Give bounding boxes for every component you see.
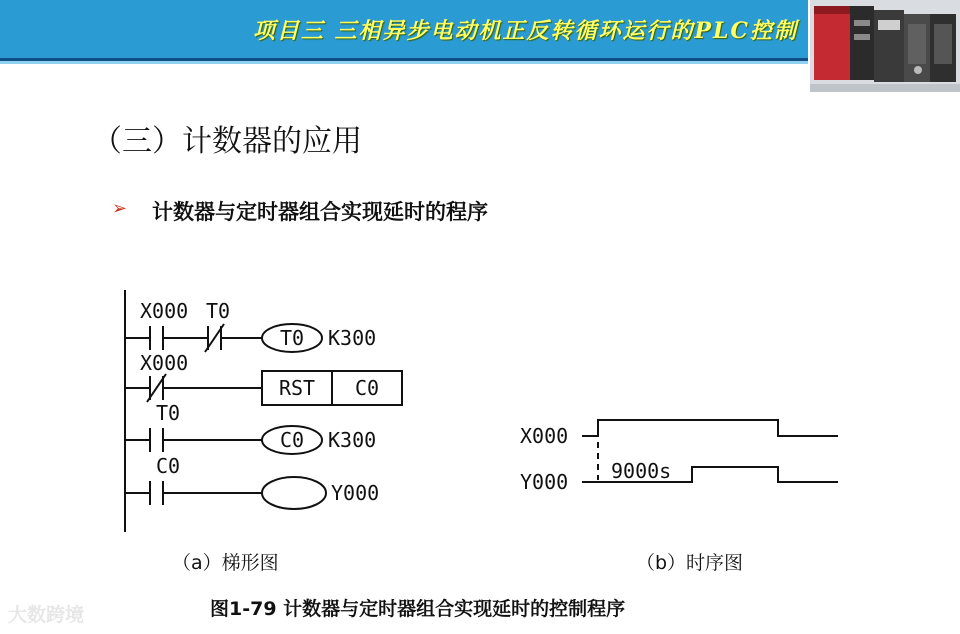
timing-delay-label: 9000s [611, 459, 672, 483]
timing-label-y000: Y000 [520, 470, 569, 494]
label-t0-r3: T0 [156, 401, 181, 425]
header-title: 项目三 三相异步电动机正反转循环运行的PLC控制 [252, 18, 798, 44]
x000-waveform [582, 420, 838, 436]
watermark: 大数跨境 [8, 604, 85, 626]
rst-operand: C0 [354, 376, 380, 400]
coil-y000 [262, 477, 326, 509]
rst-label: RST [278, 376, 316, 400]
figure-caption: 图1-79 计数器与定时器组合实现延时的控制程序 [210, 598, 626, 620]
subtitle: 计数器与定时器组合实现延时的程序 [152, 200, 488, 224]
arrow-bullet-icon: ➢ [112, 198, 128, 219]
coil-t0-label: T0 [279, 326, 305, 350]
caption-a: （a）梯形图 [172, 552, 279, 574]
caption-b: （b）时序图 [636, 552, 744, 574]
coil-c0-label: C0 [279, 428, 305, 452]
label-t0-r1: T0 [206, 299, 231, 323]
section-title: （三）计数器的应用 [92, 124, 362, 159]
timing-label-x000: X000 [520, 424, 569, 448]
label-x000-r2: X000 [140, 351, 189, 375]
label-x000-r1: X000 [140, 299, 189, 323]
coil-y000-label: Y000 [331, 481, 380, 505]
setting-k300-c0: K300 [328, 428, 377, 452]
label-c0-r4: C0 [156, 454, 181, 478]
setting-k300-t0: K300 [328, 326, 377, 350]
